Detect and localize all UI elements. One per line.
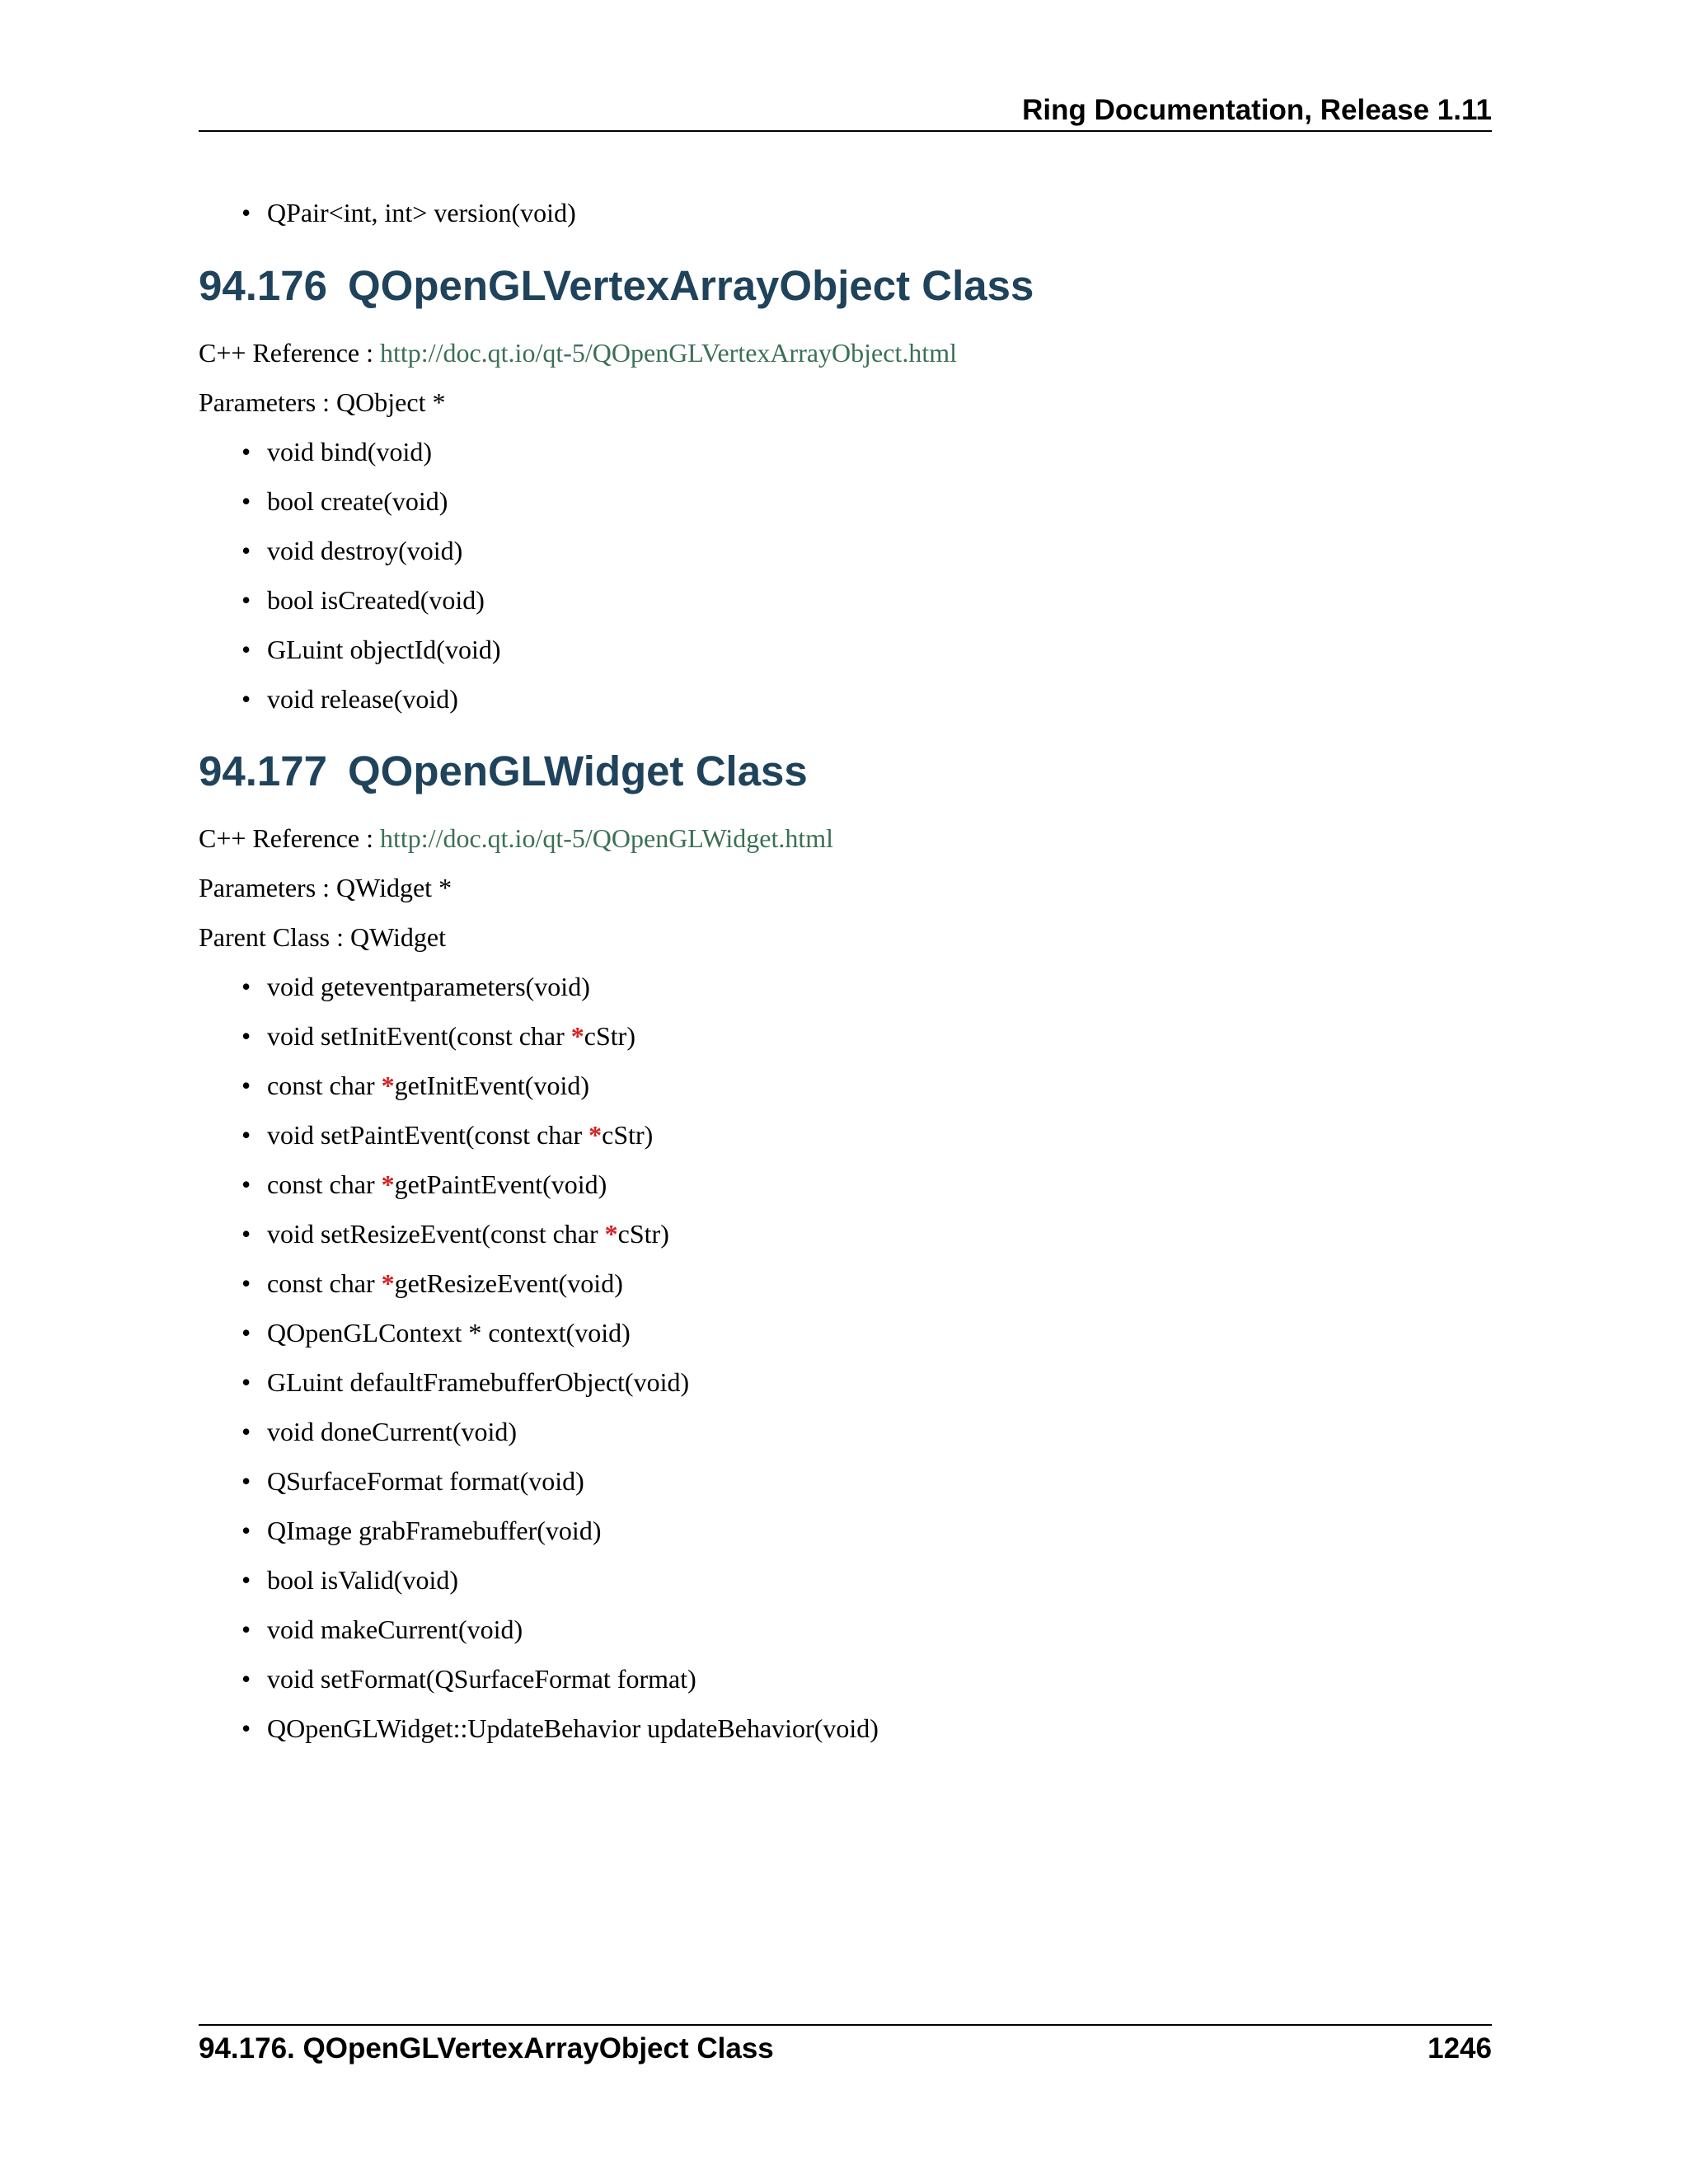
footer-divider	[199, 2024, 1492, 2026]
list-item: • QOpenGLContext * context(void)	[241, 1318, 631, 1347]
list-item: • const char *getPaintEvent(void)	[241, 1169, 607, 1199]
list-item: • void setInitEvent(const char *cStr)	[241, 1021, 635, 1051]
list-item: • GLuint objectId(void)	[241, 635, 501, 664]
parent-class: Parent Class : QWidget	[199, 922, 446, 952]
bullet-icon: •	[241, 1466, 251, 1496]
bullet-icon: •	[241, 1664, 251, 1694]
bullet-icon: •	[241, 1565, 251, 1595]
method-list-previous	[199, 196, 1492, 229]
pointer-asterisk: *	[381, 1071, 395, 1100]
list-item: • void setFormat(QSurfaceFormat format)	[241, 1664, 696, 1694]
list-item: • bool isValid(void)	[241, 1565, 458, 1595]
list-item: • void setResizeEvent(const char *cStr)	[241, 1219, 669, 1249]
bullet-icon: •	[241, 198, 251, 227]
pointer-asterisk: *	[570, 1021, 584, 1051]
bullet-icon: •	[241, 1367, 251, 1397]
bullet-icon: •	[241, 536, 251, 565]
list-item: • GLuint defaultFramebufferObject(void)	[241, 1367, 690, 1397]
pointer-asterisk: *	[381, 1268, 395, 1298]
list-item: • QOpenGLWidget::UpdateBehavior updateBehavior(void)	[241, 1713, 879, 1743]
pointer-asterisk: *	[604, 1219, 618, 1249]
list-item: • const char *getResizeEvent(void)	[241, 1268, 623, 1298]
list-item: • void destroy(void)	[241, 536, 463, 565]
bullet-icon: •	[241, 1417, 251, 1446]
list-item: • const char *getInitEvent(void)	[241, 1071, 589, 1100]
pointer-asterisk: *	[588, 1120, 603, 1150]
bullet-icon: •	[241, 1021, 251, 1051]
page-content	[199, 196, 1492, 1761]
bullet-icon: •	[241, 972, 251, 1001]
list-item: • QSurfaceFormat format(void)	[241, 1466, 584, 1496]
bullet-icon: •	[241, 1268, 251, 1298]
list-item: • void makeCurrent(void)	[241, 1615, 523, 1644]
bullet-icon: •	[241, 1713, 251, 1743]
running-header: Ring Documentation, Release 1.11	[1022, 94, 1492, 126]
list-item: • QPair<int, int> version(void)	[241, 198, 576, 227]
section-heading-94-176: 94.176 QOpenGLVertexArrayObject Class	[199, 262, 1034, 309]
pointer-asterisk: *	[381, 1169, 395, 1199]
page-number: 1246	[1428, 2032, 1492, 2064]
bullet-icon: •	[241, 684, 251, 714]
method-list-qopenglvertexarrayobject	[199, 435, 1492, 715]
bullet-icon: •	[241, 585, 251, 615]
method-list-qopenglwidget	[199, 970, 1492, 1745]
bullet-icon: •	[241, 486, 251, 516]
parameters: Parameters : QWidget *	[199, 873, 452, 902]
bullet-icon: •	[241, 635, 251, 664]
header-divider	[199, 130, 1492, 132]
list-item: • bool create(void)	[241, 486, 448, 516]
reference-link[interactable]: http://doc.qt.io/qt-5/QOpenGLWidget.html	[380, 823, 834, 853]
bullet-icon: •	[241, 1516, 251, 1545]
reference-link[interactable]: http://doc.qt.io/qt-5/QOpenGLVertexArrayObject.html	[380, 338, 958, 368]
footer-section-title: 94.176. QOpenGLVertexArrayObject Class	[199, 2032, 774, 2064]
section-heading-94-177: 94.177 QOpenGLWidget Class	[199, 748, 808, 794]
bullet-icon: •	[241, 1219, 251, 1249]
list-item: • QImage grabFramebuffer(void)	[241, 1516, 602, 1545]
cpp-reference: C++ Reference : http://doc.qt.io/qt-5/QOpenGLVertexArrayObject.html	[199, 338, 958, 368]
list-item: • void geteventparameters(void)	[241, 972, 590, 1001]
bullet-icon: •	[241, 1615, 251, 1644]
list-item: • bool isCreated(void)	[241, 585, 485, 615]
document-page	[199, 0, 1492, 2184]
bullet-icon: •	[241, 1071, 251, 1100]
bullet-icon: •	[241, 1169, 251, 1199]
bullet-icon: •	[241, 1318, 251, 1347]
list-item: • void setPaintEvent(const char *cStr)	[241, 1120, 654, 1150]
cpp-reference: C++ Reference : http://doc.qt.io/qt-5/QOpenGLWidget.html	[199, 823, 834, 853]
bullet-icon: •	[241, 437, 251, 466]
bullet-icon: •	[241, 1120, 251, 1150]
parameters: Parameters : QObject *	[199, 387, 446, 417]
list-item: • void doneCurrent(void)	[241, 1417, 518, 1446]
list-item: • void bind(void)	[241, 437, 432, 466]
list-item: • void release(void)	[241, 684, 458, 714]
